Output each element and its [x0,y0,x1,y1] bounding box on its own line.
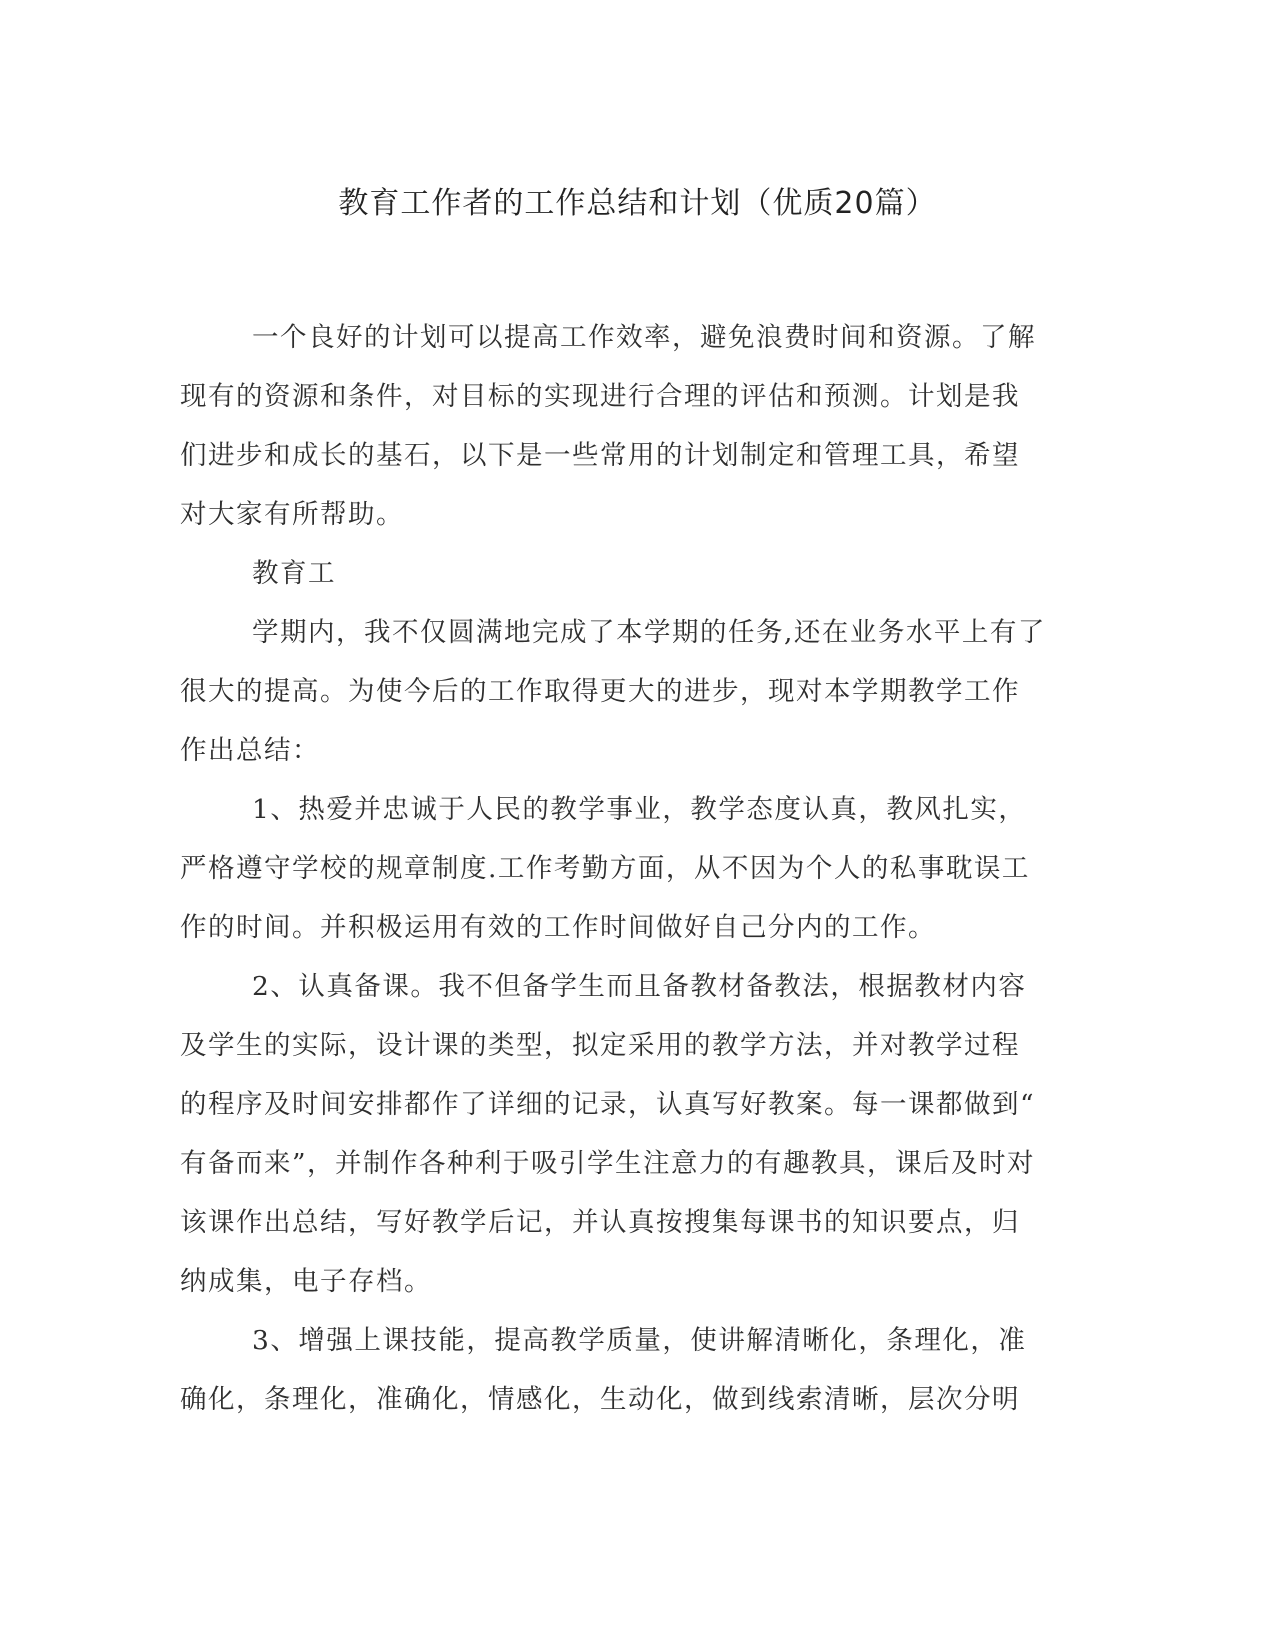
body-line: 的程序及时间安排都作了详细的记录，认真写好教案。每一课都做到“ [180,1089,1036,1120]
body-line: 1、热爱并忠诚于人民的教学事业，教学态度认真，教风扎实， [252,794,1027,825]
body-line: 确化，条理化，准确化，情感化，生动化，做到线索清晰，层次分明 [180,1384,1020,1415]
body-line: 作出总结： [180,735,320,766]
body-line: 该课作出总结，写好教学后记，并认真按搜集每课书的知识要点，归 [180,1207,1020,1238]
body-line: 学期内，我不仅圆满地完成了本学期的任务,还在业务水平上有了 [252,617,1046,648]
body-line: 作的时间。并积极运用有效的工作时间做好自己分内的工作。 [180,912,936,943]
body-line: 严格遵守学校的规章制度.工作考勤方面，从不因为个人的私事耽误工 [180,853,1030,884]
document-title: 教育工作者的工作总结和计划（优质20篇） [338,186,937,221]
section-heading: 教育工 [252,558,336,589]
body-line: 很大的提高。为使今后的工作取得更大的进步，现对本学期教学工作 [180,676,1020,707]
body-line: 及学生的实际，设计课的类型，拟定采用的教学方法，并对教学过程 [180,1030,1020,1061]
body-line: 现有的资源和条件，对目标的实现进行合理的评估和预测。计划是我 [180,381,1020,412]
body-line: 2、认真备课。我不但备学生而且备教材备教法，根据教材内容 [252,971,1027,1002]
body-line: 纳成集，电子存档。 [180,1266,432,1297]
body-line: 对大家有所帮助。 [180,499,404,530]
body-line: 们进步和成长的基石，以下是一些常用的计划制定和管理工具，希望 [180,440,1020,471]
body-line: 有备而来”，并制作各种利于吸引学生注意力的有趣教具，课后及时对 [180,1148,1036,1179]
body-line: 3、增强上课技能，提高教学质量，使讲解清晰化，条理化，准 [252,1325,1027,1356]
body-line: 一个良好的计划可以提高工作效率，避免浪费时间和资源。了解 [252,322,1036,353]
